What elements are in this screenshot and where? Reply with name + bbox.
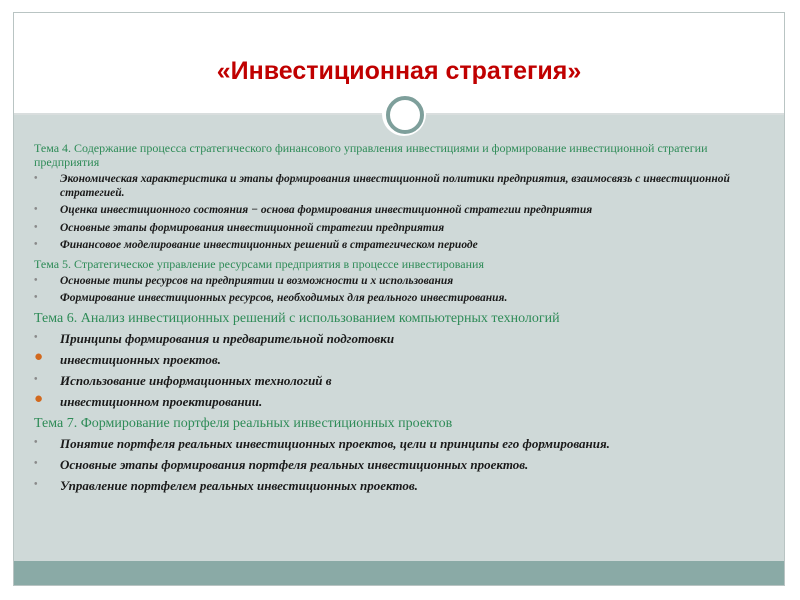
- topic-heading: Тема 6. Анализ инвестиционных решений с использованием компьютерных технологий: [34, 310, 560, 326]
- list-item: • Основные типы ресурсов на предприятии и возможности и х использования: [34, 274, 454, 287]
- bullet-icon: •: [34, 478, 38, 490]
- list-item: • Использование информационных технологий в: [34, 372, 332, 388]
- bullet-icon: ●: [34, 348, 44, 365]
- list-item: • Управление портфелем реальных инвестиционных проектов.: [34, 477, 418, 493]
- bullet-icon: •: [34, 373, 38, 385]
- topic-heading: Тема 4. Содержание процесса стратегического финансового управления инвестициями и формирование инвестиционной стратегии предприятия: [34, 141, 708, 169]
- ring-icon: [386, 96, 424, 134]
- footer-band: [14, 561, 784, 585]
- list-item: ● инвестиционном проектировании.: [34, 390, 263, 409]
- list-item: • Принципы формирования и предварительной подготовки: [34, 330, 395, 346]
- bullet-icon: •: [34, 292, 38, 303]
- bullet-icon: •: [34, 436, 38, 448]
- bullet-icon: •: [34, 457, 38, 469]
- topics-list: [34, 141, 774, 499]
- list-item: • Основные этапы формирования инвестиционной стратегии предприятия: [34, 221, 445, 234]
- bullet-icon: •: [34, 221, 38, 233]
- bullet-icon: ●: [34, 390, 44, 407]
- slide: [13, 12, 785, 586]
- list-item: • Понятие портфеля реальных инвестиционных проектов, цели и принципы его формирования.: [34, 435, 610, 451]
- list-item: • Финансовое моделирование инвестиционных решений в стратегическом периоде: [34, 239, 478, 251]
- topic-heading: Тема 7. Формирование портфеля реальных инвестиционных проектов: [34, 415, 453, 431]
- slide-title: «Инвестиционная стратегия»: [216, 57, 582, 85]
- bullet-icon: •: [34, 274, 38, 286]
- list-item: ● инвестиционных проектов.: [34, 348, 221, 367]
- bullet-icon: •: [34, 173, 38, 184]
- bullet-icon: •: [34, 204, 38, 215]
- bullet-icon: •: [34, 331, 38, 343]
- list-item: • Экономическая характеристика и этапы формирования инвестиционной политики предприятия, взаимосвязь с инвестиционной стратегией.: [34, 173, 730, 199]
- topic-heading: Тема 5. Стратегическое управление ресурсами предприятия в процессе инвестирования: [34, 256, 484, 271]
- list-item: • Оценка инвестиционного состояния − основа формирования инвестиционной стратегии предприятия: [34, 204, 593, 216]
- bullet-icon: •: [34, 239, 38, 250]
- list-item: • Формирование инвестиционных ресурсов, необходимых для реального инвестирования.: [34, 292, 508, 304]
- list-item: • Основные этапы формирования портфеля реальных инвестиционных проектов.: [34, 456, 529, 472]
